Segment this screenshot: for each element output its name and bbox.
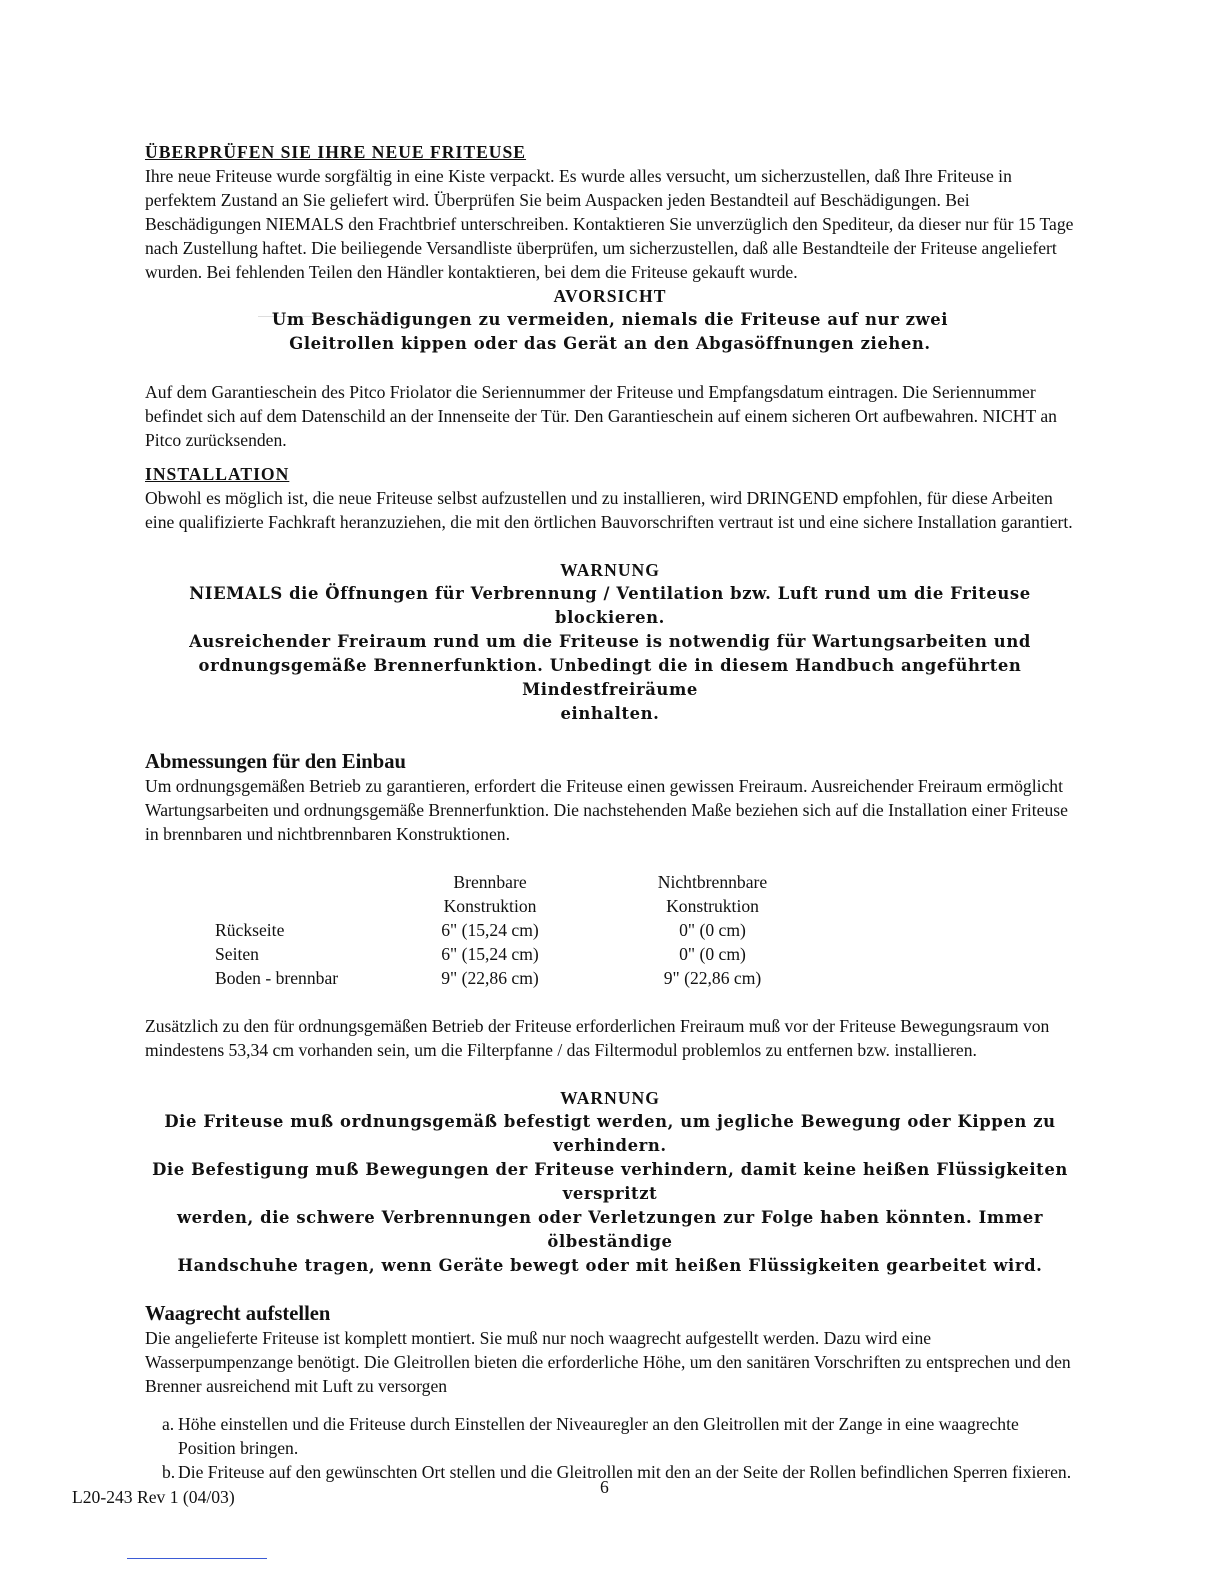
page-number: 6 bbox=[600, 1477, 609, 1497]
dimensions-paragraph: Um ordnungsgemäßen Betrieb zu garantieren, erfordert die Friteuse einen gewissen Freiraum. Ausreichender Freiraum ermöglicht Wartungsarbeiten und ordnungsgemäße Brennerfunktion. Die nachstehenden Maße beziehen sich auf die Installation einer Friteuse in brennbaren und nichtbrennbaren Konstruktionen. bbox=[145, 776, 1068, 844]
combustible-value: 6" (15,24 cm) bbox=[441, 944, 539, 964]
step-text: Höhe einstellen und die Friteuse durch Einstellen der Niveauregler an den Gleitrollen mit der Zange in eine waagrechte Position bringen. bbox=[178, 1414, 1019, 1458]
noncombustible-value: 0" (0 cm) bbox=[679, 944, 746, 964]
noncombustible-value: 0" (0 cm) bbox=[679, 920, 746, 940]
document-page bbox=[145, 140, 1075, 1484]
step-marker: a. bbox=[162, 1414, 175, 1434]
combustible-value: 6" (15,24 cm) bbox=[441, 920, 539, 940]
leveling-paragraph: Die angelieferte Friteuse ist komplett montiert. Sie muß nur noch waagrecht aufgestellt werden. Dazu wird eine Wasserpumpenzange benötigt. Die Gleitrollen bieten die erforderliche Höhe, um den sanitären Vorschriften zu entsprechen und den Brenner ausreichend mit Luft zu versorgen bbox=[145, 1328, 1071, 1396]
row-label: Boden - brennbar bbox=[215, 968, 339, 988]
clearance-note-paragraph: Zusätzlich zu den für ordnungsgemäßen Betrieb der Friteuse erforderlichen Freiraum muß vor der Friteuse Bewegungsraum von mindestens 53,34 cm vorhanden sein, um die Filterpfanne / das Filtermodul problemlos zu entfernen bzw. installieren. bbox=[145, 1016, 1050, 1060]
clearance-table bbox=[215, 870, 860, 990]
caution-line-2: Gleitrollen kippen oder das Gerät an den Abgasöffnungen ziehen. bbox=[289, 334, 931, 353]
combustible-value: 9" (22,86 cm) bbox=[441, 968, 539, 988]
step-text: Die Friteuse auf den gewünschten Ort stellen und die Gleitrollen mit den an der Seite der Rollen befindlichen Sperren fixieren. bbox=[178, 1462, 1072, 1482]
table-row bbox=[215, 942, 860, 966]
list-item bbox=[162, 1460, 1075, 1484]
col-noncombustible-header-1: Nichtbrennbare bbox=[657, 872, 768, 892]
warning-1-line-4: einhalten. bbox=[560, 704, 660, 723]
step-marker: b. bbox=[162, 1462, 176, 1482]
dimensions-heading: Abmessungen für den Einbau bbox=[145, 751, 406, 773]
noncombustible-value: 9" (22,86 cm) bbox=[663, 968, 762, 988]
table-row bbox=[215, 966, 860, 990]
leveling-heading: Waagrecht aufstellen bbox=[145, 1303, 331, 1325]
inspect-heading: ÜBERPRÜFEN SIE IHRE NEUE FRITEUSE bbox=[145, 142, 527, 162]
caution-line-1: Um Beschädigungen zu vermeiden, niemals die Friteuse auf nur zwei bbox=[271, 310, 949, 329]
caution-title: AVORSICHT bbox=[553, 286, 667, 306]
warning-1-line-2: Ausreichender Freiraum rund um die Friteuse is notwendig für Wartungsarbeiten und bbox=[189, 632, 1031, 651]
warning-2-title: WARNUNG bbox=[560, 1088, 660, 1108]
inspect-paragraph: Ihre neue Friteuse wurde sorgfältig in eine Kiste verpackt. Es wurde alles versucht, um sicherzustellen, daß Ihre Friteuse in perfektem Zustand an Sie geliefert wird. Überprüfen Sie beim Auspacken jeden Bestandteil auf Beschädigungen. Bei Beschädigungen NIEMALS den Frachtbrief unterschreiben. Kontaktieren Sie unverzüglich den Spediteur, da dieser nur für 15 Tage nach Zustellung haftet. Die beiliegende Versandliste überprüfen, um sicherzustellen, daß alle Bestandteile der Friteuse angeliefert wurden. Bei fehlenden Teilen den Händler kontaktieren, bei dem die Friteuse gekauft wurde. bbox=[145, 166, 1074, 282]
leveling-steps-list bbox=[145, 1412, 1075, 1484]
installation-heading: INSTALLATION bbox=[145, 464, 290, 484]
table-row bbox=[215, 918, 860, 942]
warning-1-line-1: NIEMALS die Öffnungen für Verbrennung / Ventilation bzw. Luft rund um die Friteuse blockieren. bbox=[189, 584, 1031, 627]
row-label: Rückseite bbox=[215, 920, 285, 940]
warning-2-line-4: Handschuhe tragen, wenn Geräte bewegt oder mit heißen Flüssigkeiten gearbeitet wird. bbox=[177, 1256, 1043, 1275]
row-label: Seiten bbox=[215, 944, 259, 964]
document-number: L20-243 Rev 1 (04/03) bbox=[72, 1487, 235, 1507]
installation-paragraph: Obwohl es möglich ist, die neue Friteuse selbst aufzustellen und zu installieren, wird DRINGEND empfohlen, für diese Arbeiten eine qualifizierte Fachkraft heranzuziehen, die mit den örtlichen Bauvorschriften vertraut ist und eine sichere Installation garantiert. bbox=[145, 488, 1073, 532]
warning-1-title: WARNUNG bbox=[560, 560, 660, 580]
warning-2-line-1: Die Friteuse muß ordnungsgemäß befestigt werden, um jegliche Bewegung oder Kippen zu verhindern. bbox=[164, 1112, 1056, 1155]
footer-divider bbox=[127, 1558, 267, 1559]
warning-2-line-3: werden, die schwere Verbrennungen oder Verletzungen zur Folge haben könnten. Immer ölbeständige bbox=[176, 1208, 1044, 1251]
warning-1-line-3: ordnungsgemäße Brennerfunktion. Unbedingt die in diesem Handbuch angeführten Mindestfreiräume bbox=[198, 656, 1022, 699]
col-noncombustible-header-2: Konstruktion bbox=[666, 896, 759, 916]
warranty-paragraph: Auf dem Garantieschein des Pitco Friolator die Seriennummer der Friteuse und Empfangsdatum eintragen. Die Seriennummer befindet sich auf dem Datenschild an der Innenseite der Tür. Den Garantieschein auf einem sicheren Ort aufbewahren. NICHT an Pitco zurücksenden. bbox=[145, 382, 1057, 450]
col-combustible-header-1: Brennbare bbox=[453, 872, 527, 892]
list-item bbox=[162, 1412, 1075, 1460]
warning-2-line-2: Die Befestigung muß Bewegungen der Friteuse verhindern, damit keine heißen Flüssigkeiten verspritzt bbox=[152, 1160, 1068, 1203]
table-header-row bbox=[215, 870, 860, 894]
table-header-row bbox=[215, 894, 860, 918]
col-combustible-header-2: Konstruktion bbox=[443, 896, 537, 916]
